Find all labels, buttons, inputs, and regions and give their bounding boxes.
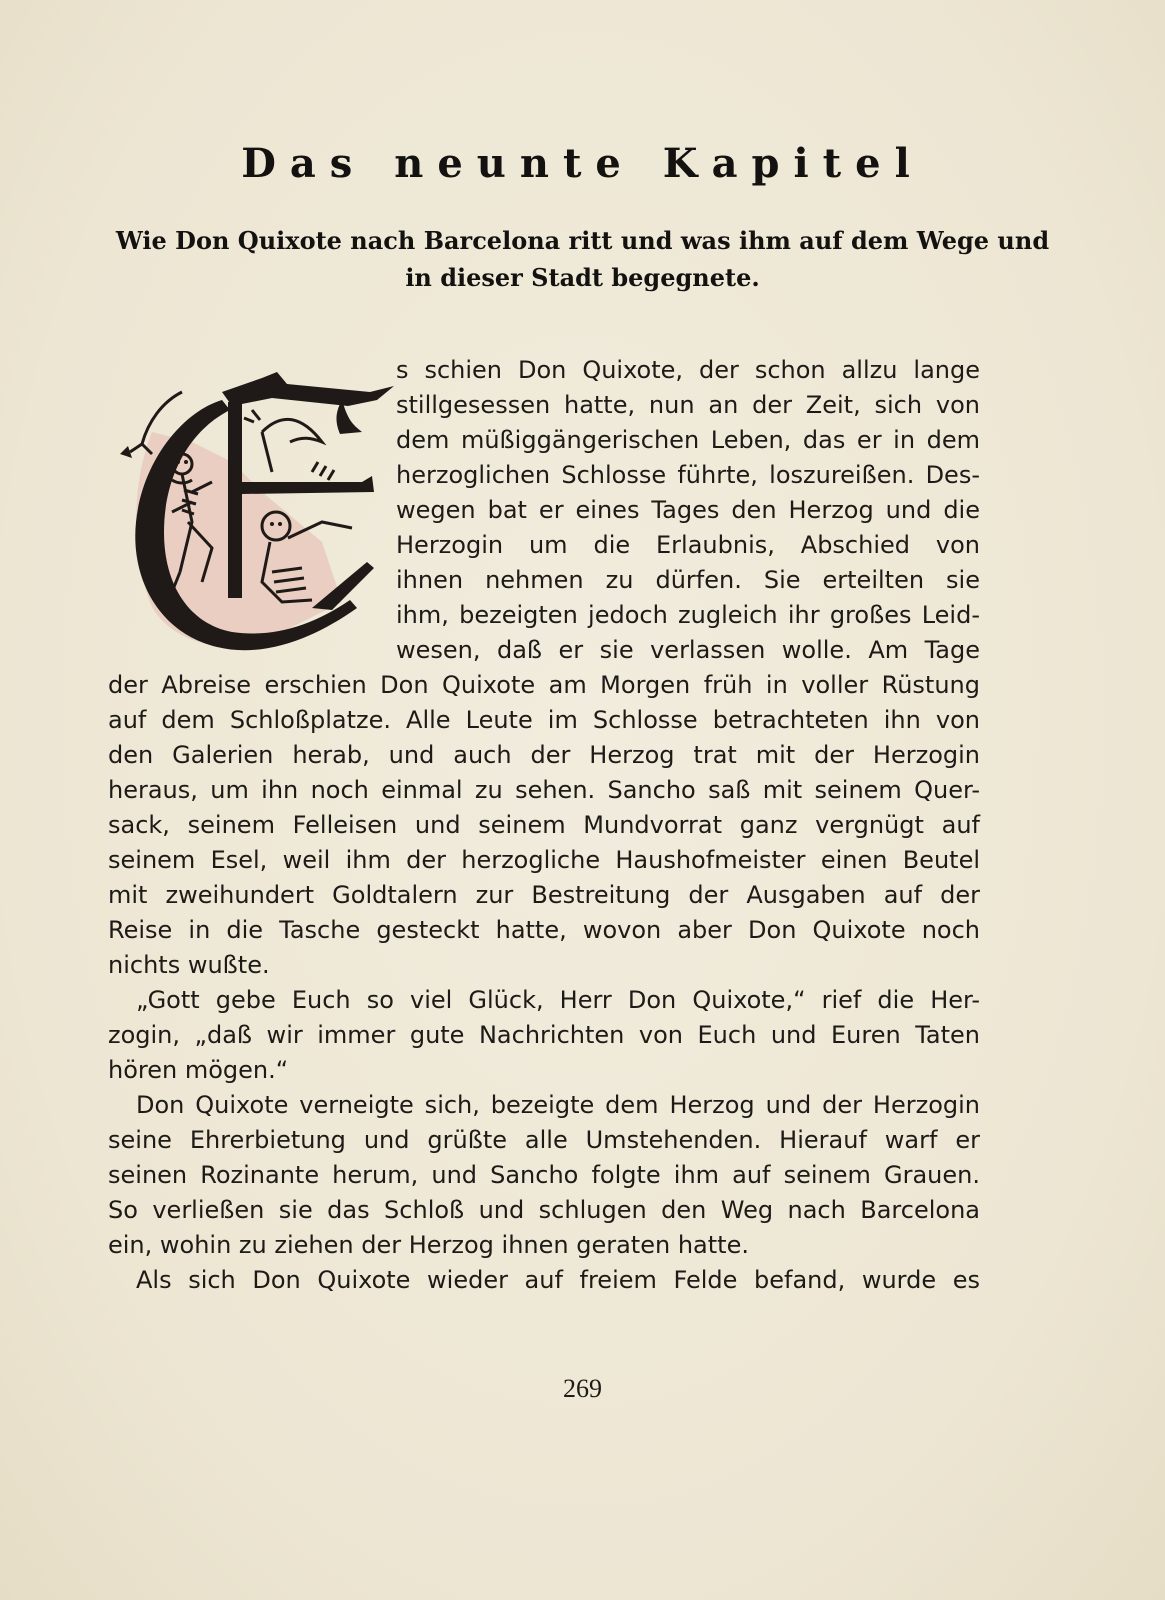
body-line: stillgesessen hatte, nun an der Zeit, sich von [396, 391, 980, 419]
body-line: nichts wußte. [108, 951, 270, 979]
body-line: Reise in die Tasche gesteckt hatte, wovon aber Don Quixote noch [108, 916, 980, 944]
body-line: sack, seinem Felleisen und seinem Mundvorrat ganz vergnügt auf [108, 811, 980, 839]
chapter-title: Das neunte Kapitel [241, 140, 924, 187]
body-line: der Abreise erschien Don Quixote am Morgen früh in voller Rüstung [108, 671, 980, 699]
subtitle-line: Wie Don Quixote nach Barcelona ritt und was ihm auf dem Wege und [115, 226, 1050, 255]
body-line: Als sich Don Quixote wieder auf freiem Felde befand, wurde es [136, 1266, 980, 1294]
body-line: ein, wohin zu ziehen der Herzog ihnen geraten hatte. [108, 1231, 749, 1259]
body-line: hören mögen.“ [108, 1056, 289, 1084]
decorated-initial-e [112, 372, 394, 664]
body-line: mit zweihundert Goldtalern zur Bestreitung der Ausgaben auf der [108, 881, 980, 909]
body-line: „Gott gebe Euch so viel Glück, Herr Don Quixote,“ rief die Her- [136, 986, 980, 1014]
body-line: heraus, um ihn noch einmal zu sehen. Sancho saß mit seinem Quer- [108, 776, 980, 804]
body-line: wegen bat er eines Tages den Herzog und die [396, 496, 980, 524]
page-number: 269 [563, 1374, 602, 1403]
body-line: dem müßiggängerischen Leben, das er in dem [396, 426, 980, 454]
body-line: seine Ehrerbietung und grüßte alle Umstehenden. Hierauf warf er [108, 1126, 980, 1154]
body-line: auf dem Schloßplatze. Alle Leute im Schlosse betrachteten ihn von [108, 706, 980, 734]
body-line: den Galerien herab, und auch der Herzog trat mit der Herzogin [108, 741, 980, 769]
body-line: zogin, „daß wir immer gute Nachrichten von Euch und Euren Taten [108, 1021, 980, 1049]
body-line: ihm, bezeigten jedoch zugleich ihr großes Leid- [396, 601, 980, 629]
body-line: herzoglichen Schlosse führte, loszureißen. Des- [396, 461, 980, 489]
subtitle-line: in dieser Stadt begegnete. [405, 263, 760, 292]
body-line: Don Quixote verneigte sich, bezeigte dem Herzog und der Herzogin [136, 1091, 980, 1119]
body-line: seinem Esel, weil ihm der herzogliche Haushofmeister einen Beutel [108, 846, 980, 874]
body-line: Herzogin um die Erlaubnis, Abschied von [396, 531, 980, 559]
body-line: ihnen nehmen zu dürfen. Sie erteilten sie [396, 566, 980, 594]
body-line: wesen, daß er sie verlassen wolle. Am Tage [396, 636, 980, 664]
body-line: So verließen sie das Schloß und schlugen den Weg nach Barcelona [108, 1196, 980, 1224]
body-line: s schien Don Quixote, der schon allzu lange [396, 356, 980, 384]
chapter-subtitle [110, 222, 1055, 296]
body-line: seinen Rozinante herum, und Sancho folgte ihm auf seinem Grauen. [108, 1161, 980, 1189]
